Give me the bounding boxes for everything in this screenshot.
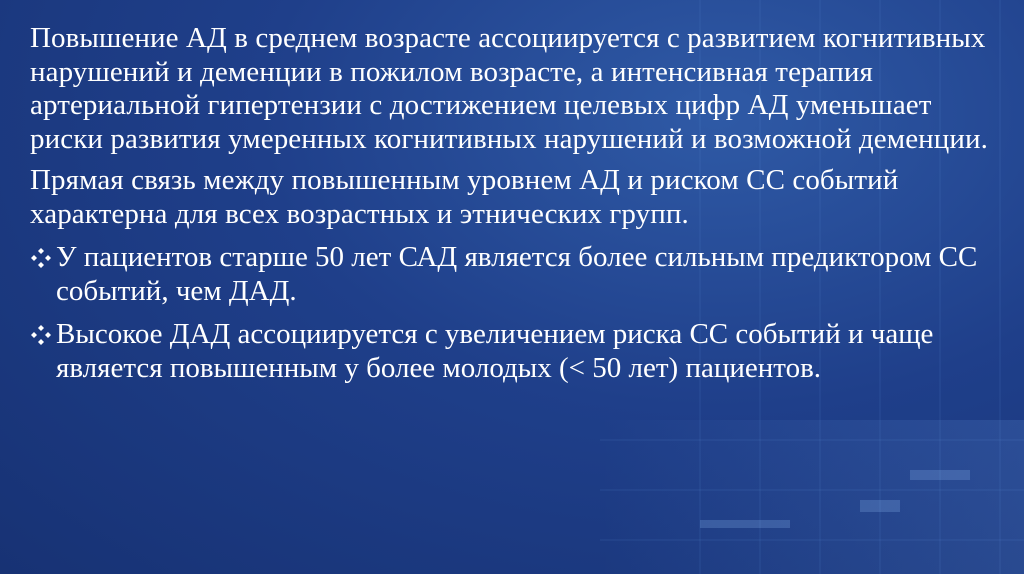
bullet-text-dbp-younger: Высокое ДАД ассоциируется с увеличением риска СС событий и чаще является повышенным у более молодых (< 50 лет) пациентов. (56, 318, 934, 384)
bullet-text-sbp-predictor: У пациентов старше 50 лет САД является более сильным предиктором СС событий, чем ДАД. (56, 241, 978, 307)
list-item (30, 318, 1005, 385)
paragraph-bp-dementia: Повышение АД в среднем возрасте ассоциируется с развитием когнитивных нарушений и деменции в пожилом возрасте, а интенсивная терапия артериальной гипертензии с достижением целевых цифр АД уменьшает риски развития умеренных когнитивных нарушений и возможной деменции. (30, 22, 989, 155)
diamond-cluster-icon (30, 318, 56, 352)
slide-content (30, 22, 1005, 385)
paragraph-bp-cv-risk: Прямая связь между повышенным уровнем АД и риском СС событий характерна для всех возрастных и этнических групп. (30, 164, 899, 230)
diamond-cluster-icon (30, 241, 56, 275)
list-item (30, 241, 1005, 308)
